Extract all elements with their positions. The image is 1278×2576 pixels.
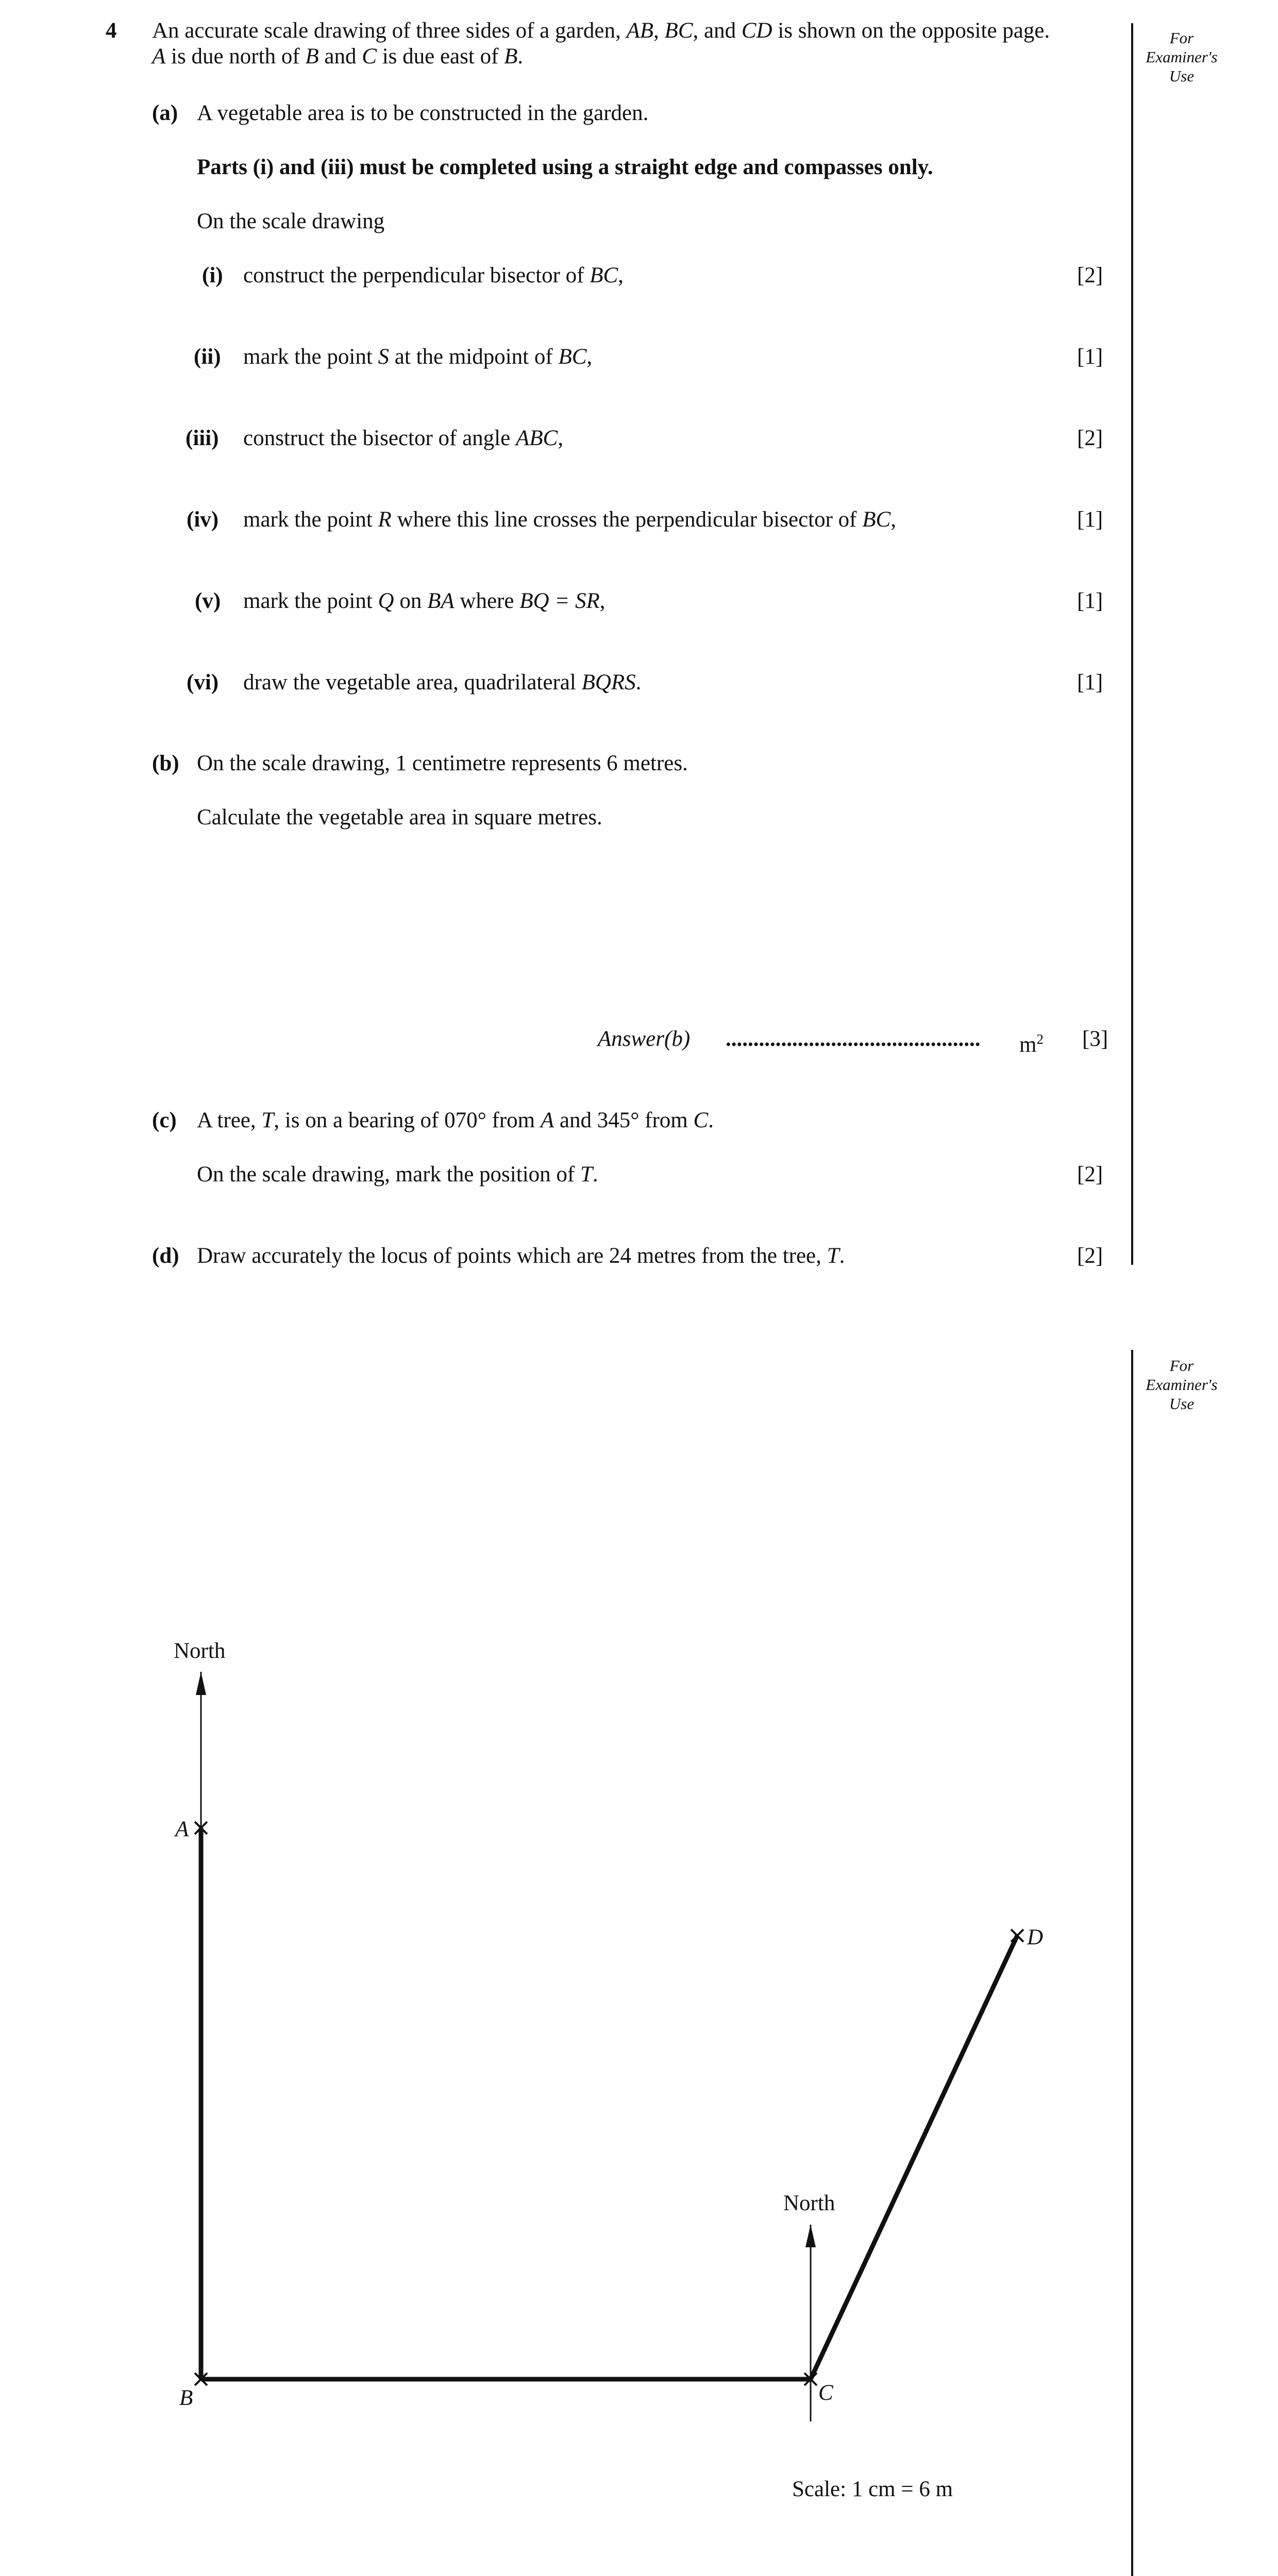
north-label-1: North — [174, 1639, 226, 1663]
item-label: (ii) — [194, 345, 221, 369]
item-text: construct the bisector of angle ABC, — [243, 426, 563, 450]
part-b-label: (b) — [152, 751, 179, 775]
label-a: A — [175, 1817, 189, 1841]
part-b-sub: Calculate the vegetable area in square metres. — [197, 805, 602, 829]
part-c-marks: [2] — [1077, 1162, 1103, 1187]
label-d: D — [1027, 1925, 1044, 1950]
item-label: (i) — [202, 263, 223, 287]
part-a-label: (a) — [152, 101, 178, 125]
question-intro-line-1: An accurate scale drawing of three sides of a garden, AB, BC, and CD is shown on the opposite page. — [152, 19, 1050, 43]
part-a-lead: On the scale drawing — [197, 209, 385, 233]
answer-b-marks: [3] — [1082, 1027, 1108, 1051]
label-b: B — [179, 2386, 193, 2410]
part-d-marks: [2] — [1077, 1244, 1103, 1268]
examiner-use-label: For Examiner's Use — [1146, 29, 1218, 85]
answer-b-dotted-line[interactable]: .............................................. — [726, 1027, 981, 1051]
item-text: draw the vegetable area, quadrilateral BQRS. — [243, 670, 642, 694]
item-text: mark the point Q on BA where BQ = SR, — [243, 589, 606, 613]
item-marks: [1] — [1077, 670, 1103, 694]
part-d-line: Draw accurately the locus of points which are 24 metres from the tree, T. — [197, 1244, 845, 1268]
part-c-label: (c) — [152, 1108, 177, 1132]
item-label: (vi) — [187, 670, 219, 694]
examiner-use-label: For Examiner's Use — [1146, 1357, 1218, 1413]
item-label: (iv) — [187, 507, 219, 532]
item-marks: [1] — [1077, 507, 1103, 532]
answer-b-label: Answer(b) — [598, 1027, 691, 1051]
label-c: C — [818, 2381, 833, 2405]
question-intro-line-2: A is due north of B and C is due east of B. — [152, 44, 524, 69]
north-arrowhead-b — [196, 1672, 206, 1695]
item-text: construct the perpendicular bisector of BC, — [243, 263, 624, 287]
part-a-text: A vegetable area is to be constructed in the garden. — [197, 101, 649, 125]
side-cd — [811, 1936, 1017, 2379]
item-marks: [1] — [1077, 345, 1103, 369]
item-text: mark the point S at the midpoint of BC, — [243, 345, 593, 369]
part-c-line-1: A tree, T, is on a bearing of 070° from A and 345° from C. — [197, 1108, 714, 1132]
item-text: mark the point R where this line crosses the perpendicular bisector of BC, — [243, 507, 896, 532]
part-d-label: (d) — [152, 1244, 179, 1268]
part-c-line-2: On the scale drawing, mark the position of T. — [197, 1162, 598, 1187]
north-label-2: North — [783, 2191, 835, 2215]
item-marks: [1] — [1077, 589, 1103, 613]
scale-label: Scale: 1 cm = 6 m — [792, 2477, 953, 2501]
part-b-text: On the scale drawing, 1 centimetre represents 6 metres. — [197, 751, 688, 775]
part-a-instruction: Parts (i) and (iii) must be completed using a straight edge and compasses only. — [197, 155, 933, 179]
item-marks: [2] — [1077, 263, 1103, 287]
item-label: (iii) — [186, 426, 219, 450]
item-label: (v) — [195, 589, 221, 613]
answer-b-unit: $m^2$ — [1019, 1031, 1044, 1057]
item-marks: [2] — [1077, 426, 1103, 450]
question-number: 4 — [106, 19, 117, 43]
north-arrowhead-c — [805, 2225, 816, 2247]
